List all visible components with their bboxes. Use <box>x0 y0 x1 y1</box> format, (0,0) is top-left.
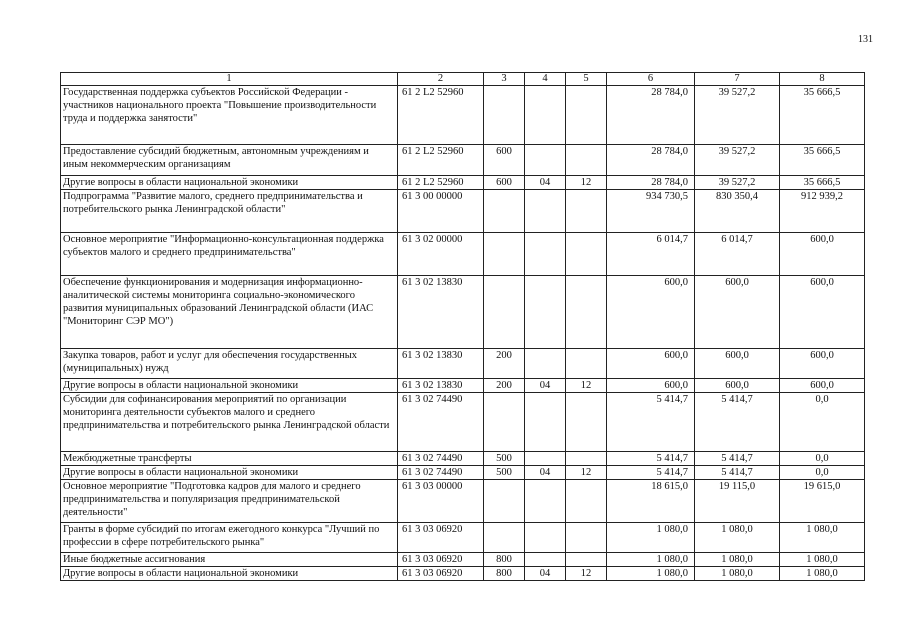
row-col4 <box>525 190 566 233</box>
row-col8: 1 080,0 <box>780 567 865 581</box>
table-row <box>61 379 865 393</box>
row-code: 61 2 L2 52960 <box>398 176 484 190</box>
row-col5 <box>566 233 607 276</box>
row-col3: 500 <box>484 466 525 480</box>
row-name: Государственная поддержка субъектов Российской Федерации - участников национального проекта "Повышение производительности труда и поддержка занятости" <box>61 86 398 145</box>
row-col8: 19 615,0 <box>780 480 865 523</box>
table-row <box>61 145 865 176</box>
row-name: Основное мероприятие "Подготовка кадров для малого и среднего предпринимательства и популяризация предпринимательской деятельности" <box>61 480 398 523</box>
row-code: 61 2 L2 52960 <box>398 145 484 176</box>
row-name: Предоставление субсидий бюджетным, автономным учреждениям и иным некоммерческим организациям <box>61 145 398 176</box>
row-col6: 1 080,0 <box>607 523 695 553</box>
row-col4 <box>525 393 566 452</box>
row-col3 <box>484 276 525 349</box>
budget-table <box>60 72 865 581</box>
row-col5 <box>566 276 607 349</box>
row-col4 <box>525 86 566 145</box>
row-col3: 500 <box>484 452 525 466</box>
row-col3: 600 <box>484 145 525 176</box>
row-col6: 934 730,5 <box>607 190 695 233</box>
table-row <box>61 553 865 567</box>
row-col8: 600,0 <box>780 276 865 349</box>
row-code: 61 3 02 13830 <box>398 379 484 393</box>
row-col7: 39 527,2 <box>695 86 780 145</box>
row-col7: 6 014,7 <box>695 233 780 276</box>
row-col5 <box>566 553 607 567</box>
row-col6: 1 080,0 <box>607 567 695 581</box>
row-code: 61 2 L2 52960 <box>398 86 484 145</box>
row-col5: 12 <box>566 466 607 480</box>
row-code: 61 3 02 13830 <box>398 349 484 379</box>
row-name: Иные бюджетные ассигнования <box>61 553 398 567</box>
row-col6: 28 784,0 <box>607 145 695 176</box>
row-name: Другие вопросы в области национальной экономики <box>61 176 398 190</box>
row-col5 <box>566 86 607 145</box>
row-col5 <box>566 480 607 523</box>
row-code: 61 3 02 74490 <box>398 466 484 480</box>
table-row <box>61 452 865 466</box>
row-col6: 600,0 <box>607 276 695 349</box>
header-cell-6: 6 <box>607 73 695 86</box>
row-col3 <box>484 480 525 523</box>
header-cell-3: 3 <box>484 73 525 86</box>
row-col4 <box>525 452 566 466</box>
row-code: 61 3 03 06920 <box>398 567 484 581</box>
row-col6: 28 784,0 <box>607 86 695 145</box>
row-name: Межбюджетные трансферты <box>61 452 398 466</box>
row-col5 <box>566 523 607 553</box>
row-col4: 04 <box>525 567 566 581</box>
row-col3: 200 <box>484 379 525 393</box>
row-col8: 600,0 <box>780 349 865 379</box>
table-row <box>61 466 865 480</box>
row-col8: 0,0 <box>780 393 865 452</box>
row-col6: 1 080,0 <box>607 553 695 567</box>
table-row <box>61 276 865 349</box>
row-col6: 18 615,0 <box>607 480 695 523</box>
row-col7: 19 115,0 <box>695 480 780 523</box>
table-row <box>61 480 865 523</box>
row-name: Другие вопросы в области национальной экономики <box>61 466 398 480</box>
row-name: Закупка товаров, работ и услуг для обеспечения государственных (муниципальных) нужд <box>61 349 398 379</box>
header-cell-2: 2 <box>398 73 484 86</box>
row-col5 <box>566 190 607 233</box>
row-col6: 28 784,0 <box>607 176 695 190</box>
row-col8: 35 666,5 <box>780 176 865 190</box>
table-row <box>61 176 865 190</box>
row-name: Гранты в форме субсидий по итогам ежегодного конкурса "Лучший по профессии в сфере потребительского рынка" <box>61 523 398 553</box>
row-code: 61 3 02 00000 <box>398 233 484 276</box>
row-name: Другие вопросы в области национальной экономики <box>61 567 398 581</box>
row-col8: 600,0 <box>780 379 865 393</box>
row-col3 <box>484 523 525 553</box>
row-col3 <box>484 190 525 233</box>
row-col4: 04 <box>525 176 566 190</box>
row-col7: 5 414,7 <box>695 393 780 452</box>
table-row <box>61 190 865 233</box>
row-col4: 04 <box>525 466 566 480</box>
row-col5: 12 <box>566 176 607 190</box>
table-header-row <box>61 73 865 86</box>
table-row <box>61 86 865 145</box>
row-col8: 35 666,5 <box>780 145 865 176</box>
row-col3: 600 <box>484 176 525 190</box>
row-col3 <box>484 86 525 145</box>
table-row <box>61 567 865 581</box>
row-col7: 5 414,7 <box>695 466 780 480</box>
row-col7: 5 414,7 <box>695 452 780 466</box>
row-col8: 1 080,0 <box>780 553 865 567</box>
row-col8: 0,0 <box>780 452 865 466</box>
row-col8: 1 080,0 <box>780 523 865 553</box>
row-code: 61 3 00 00000 <box>398 190 484 233</box>
row-name: Основное мероприятие "Информационно-консультационная поддержка субъектов малого и среднего предпринимательства" <box>61 233 398 276</box>
row-code: 61 3 03 00000 <box>398 480 484 523</box>
row-col7: 39 527,2 <box>695 176 780 190</box>
row-col5 <box>566 145 607 176</box>
row-col7: 600,0 <box>695 276 780 349</box>
header-cell-1: 1 <box>61 73 398 86</box>
row-col7: 1 080,0 <box>695 567 780 581</box>
header-cell-5: 5 <box>566 73 607 86</box>
row-name: Субсидии для софинансирования мероприятий по организации мониторинга деятельности субъектов малого и среднего предпринимательства и потребительского рынка Ленинградской области <box>61 393 398 452</box>
row-col6: 5 414,7 <box>607 393 695 452</box>
table-row <box>61 349 865 379</box>
row-col4 <box>525 233 566 276</box>
row-col8: 0,0 <box>780 466 865 480</box>
row-name: Подпрограмма "Развитие малого, среднего предпринимательства и потребительского рынка Ленинградской области" <box>61 190 398 233</box>
row-col5 <box>566 349 607 379</box>
row-code: 61 3 03 06920 <box>398 553 484 567</box>
row-col4 <box>525 553 566 567</box>
row-col6: 5 414,7 <box>607 466 695 480</box>
row-col4 <box>525 349 566 379</box>
row-col5 <box>566 393 607 452</box>
row-col3 <box>484 233 525 276</box>
row-code: 61 3 02 74490 <box>398 452 484 466</box>
row-name: Обеспечение функционирования и модернизация информационно-аналитической системы мониторинга социально-экономического развития муниципальных образований Ленинградской области (ИАС "Мониторинг СЭР МО") <box>61 276 398 349</box>
row-col3 <box>484 393 525 452</box>
row-code: 61 3 02 74490 <box>398 393 484 452</box>
row-col6: 5 414,7 <box>607 452 695 466</box>
row-col4 <box>525 523 566 553</box>
row-col4 <box>525 276 566 349</box>
table-row <box>61 393 865 452</box>
row-code: 61 3 03 06920 <box>398 523 484 553</box>
row-name: Другие вопросы в области национальной экономики <box>61 379 398 393</box>
row-col3: 200 <box>484 349 525 379</box>
row-col4 <box>525 480 566 523</box>
row-col6: 600,0 <box>607 349 695 379</box>
header-cell-7: 7 <box>695 73 780 86</box>
row-col8: 912 939,2 <box>780 190 865 233</box>
row-col7: 830 350,4 <box>695 190 780 233</box>
row-col5: 12 <box>566 567 607 581</box>
row-col7: 1 080,0 <box>695 523 780 553</box>
row-col7: 600,0 <box>695 349 780 379</box>
row-col3: 800 <box>484 567 525 581</box>
row-col8: 35 666,5 <box>780 86 865 145</box>
row-col8: 600,0 <box>780 233 865 276</box>
header-cell-4: 4 <box>525 73 566 86</box>
row-col7: 1 080,0 <box>695 553 780 567</box>
row-col4: 04 <box>525 379 566 393</box>
row-col6: 600,0 <box>607 379 695 393</box>
row-col7: 600,0 <box>695 379 780 393</box>
row-col7: 39 527,2 <box>695 145 780 176</box>
row-code: 61 3 02 13830 <box>398 276 484 349</box>
table-row <box>61 523 865 553</box>
table-row <box>61 233 865 276</box>
row-col3: 800 <box>484 553 525 567</box>
row-col4 <box>525 145 566 176</box>
row-col5: 12 <box>566 379 607 393</box>
page-number: 131 <box>858 34 873 45</box>
row-col6: 6 014,7 <box>607 233 695 276</box>
header-cell-8: 8 <box>780 73 865 86</box>
row-col5 <box>566 452 607 466</box>
